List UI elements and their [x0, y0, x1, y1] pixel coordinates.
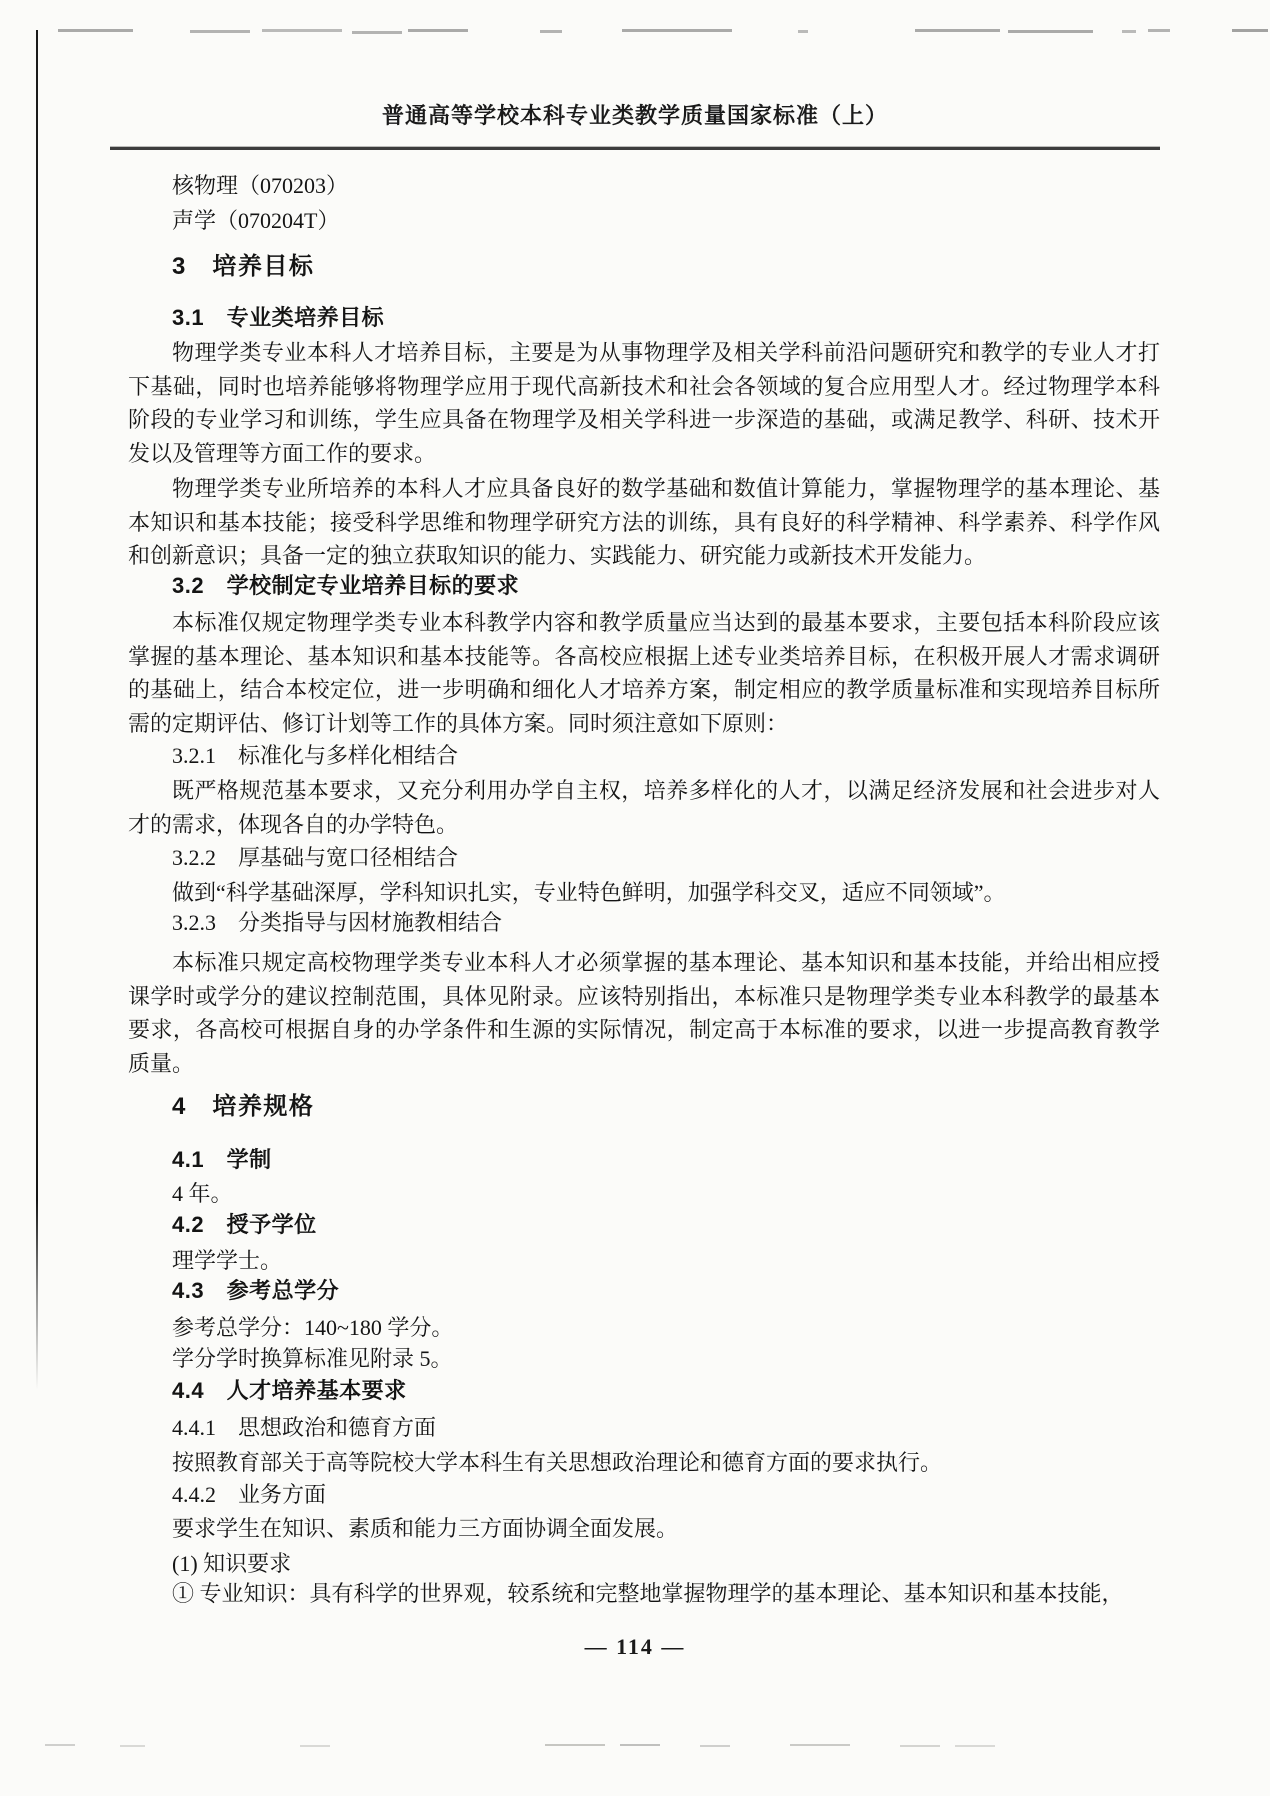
doc-paragraph: 要求学生在知识、素质和能力三方面协调全面发展。	[172, 1516, 679, 1541]
scan-noise-dash	[790, 1744, 850, 1746]
scan-noise-dash	[1148, 29, 1170, 32]
page-number: — 114 —	[584, 1634, 686, 1659]
scan-noise-dash	[1232, 29, 1268, 32]
scan-noise-dash	[620, 1744, 660, 1746]
scan-noise-dash	[540, 30, 562, 33]
subsection-heading: 3.1 专业类培养目标	[172, 305, 385, 330]
doc-paragraph: 本标准仅规定物理学类专业本科教学内容和教学质量应当达到的最基本要求，主要包括本科阶段应该掌握的基本理论、基本知识和基本技能等。各高校应根据上述专业类培养目标，在积极开展人才需求调研的基础上，结合本校定位，进一步明确和细化人才培养方案，制定相应的教学质量标准和实现培养目标所需的定期评估、修订计划等工作的具体方案。同时须注意如下原则：	[128, 610, 1160, 736]
doc-paragraph: 物理学类专业所培养的本科人才应具备良好的数学基础和数值计算能力，掌握物理学的基本理论、基本知识和基本技能；接受科学思维和物理学研究方法的训练，具有良好的科学精神、科学素养、科学作风和创新意识；具备一定的独立获取知识的能力、实践能力、研究能力或新技术开发能力。	[128, 476, 1160, 568]
scan-noise-dash	[408, 29, 468, 32]
running-header-title: 普通高等学校本科专业类教学质量国家标准（上）	[381, 103, 888, 128]
scan-noise-dash	[120, 1745, 145, 1747]
doc-paragraph: 做到“科学基础深厚，学科知识扎实，专业特色鲜明，加强学科交叉，适应不同领域”。	[172, 880, 1006, 905]
scan-noise-dash	[1008, 30, 1093, 33]
subsection-heading: 4.3 参考总学分	[172, 1278, 340, 1303]
scan-noise-dash	[700, 1745, 730, 1747]
scan-noise-dash	[352, 31, 402, 34]
doc-paragraph: 按照教育部关于高等院校大学本科生有关思想政治理论和德育方面的要求执行。	[172, 1450, 943, 1475]
header-rule	[110, 147, 1160, 150]
doc-paragraph: 4 年。	[172, 1181, 233, 1206]
doc-paragraph: 学分学时换算标准见附录 5。	[172, 1346, 453, 1371]
scan-noise-dash	[955, 1745, 995, 1747]
section-heading: 3 培养目标	[172, 253, 315, 280]
scan-noise-dash	[798, 30, 808, 33]
scan-noise-dash	[45, 1744, 75, 1746]
doc-paragraph: (1) 知识要求	[172, 1551, 292, 1576]
section-heading: 4 培养规格	[172, 1093, 315, 1120]
major-code-line: 声学（070204T）	[172, 208, 340, 233]
major-code-line: 核物理（070203）	[172, 173, 349, 198]
scan-noise-dash	[915, 29, 1000, 32]
subsection-heading: 4.2 授予学位	[172, 1212, 317, 1237]
scan-noise-dash	[900, 1745, 940, 1747]
clause-heading: 4.4.1 思想政治和德育方面	[172, 1415, 437, 1440]
clause-heading: 3.2.3 分类指导与因材施教相结合	[172, 910, 503, 935]
doc-paragraph: 既严格规范基本要求，又充分利用办学自主权，培养多样化的人才，以满足经济发展和社会进步对人才的需求，体现各自的办学特色。	[128, 778, 1160, 837]
doc-paragraph: 理学学士。	[172, 1248, 283, 1273]
scan-noise-dash	[622, 29, 732, 32]
scan-noise-dash	[262, 29, 342, 32]
doc-paragraph: 物理学类专业本科人才培养目标，主要是为从事物理学及相关学科前沿问题研究和教学的专业人才打下基础，同时也培养能够将物理学应用于现代高新技术和社会各领域的复合应用型人才。经过物理学本科阶段的专业学习和训练，学生应具备在物理学及相关学科进一步深造的基础，或满足教学、科研、技术开发以及管理等方面工作的要求。	[128, 340, 1160, 466]
scan-binding-line-artifact	[36, 30, 38, 1390]
scan-noise-dash	[300, 1745, 330, 1747]
clause-heading: 3.2.2 厚基础与宽口径相结合	[172, 845, 459, 870]
subsection-heading: 3.2 学校制定专业培养目标的要求	[172, 573, 520, 598]
scan-noise-dash	[58, 29, 133, 32]
clause-heading: 3.2.1 标准化与多样化相结合	[172, 743, 459, 768]
scan-noise-dash	[1122, 30, 1136, 33]
scan-noise-dash	[190, 30, 250, 33]
clause-heading: 4.4.2 业务方面	[172, 1482, 327, 1507]
doc-paragraph: 本标准只规定高校物理学类专业本科人才必须掌握的基本理论、基本知识和基本技能，并给出相应授课学时或学分的建议控制范围，具体见附录。应该特别指出，本标准只是物理学类专业本科教学的最基本要求，各高校可根据自身的办学条件和生源的实际情况，制定高于本标准的要求，以进一步提高教育教学质量。	[128, 950, 1160, 1076]
doc-paragraph: 参考总学分：140~180 学分。	[172, 1315, 454, 1340]
subsection-heading: 4.4 人才培养基本要求	[172, 1378, 407, 1403]
subsection-heading: 4.1 学制	[172, 1147, 272, 1172]
doc-paragraph: ① 专业知识：具有科学的世界观，较系统和完整地掌握物理学的基本理论、基本知识和基本技能，	[172, 1581, 1124, 1606]
scan-noise-dash	[545, 1744, 605, 1746]
